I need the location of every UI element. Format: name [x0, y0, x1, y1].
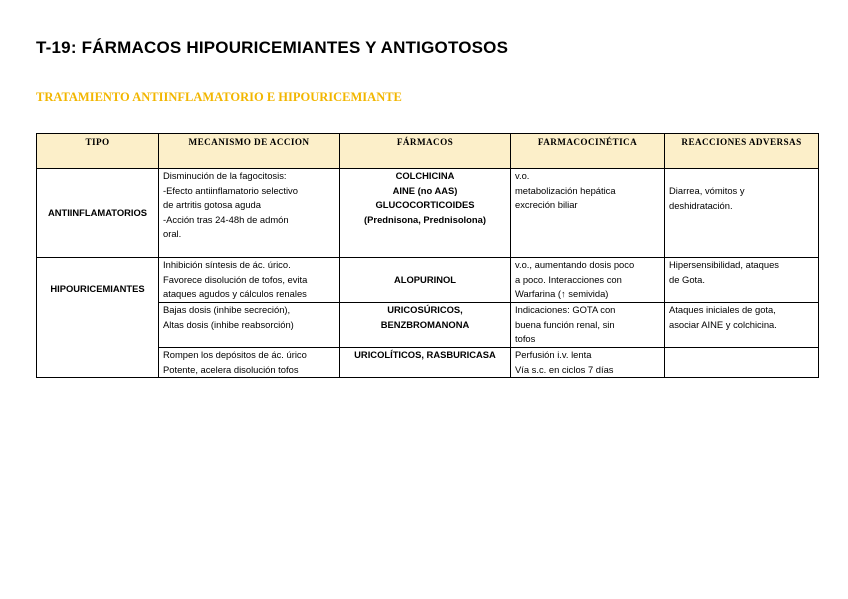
- text-line: deshidratación.: [669, 199, 733, 211]
- text-line: Potente, acelera disolución tofos: [163, 363, 299, 375]
- header-farmacos: FÁRMACOS: [340, 134, 511, 169]
- text-line: tofos: [515, 333, 536, 345]
- text-line: de Gota.: [669, 273, 705, 285]
- text-line: Hipersensibilidad, ataques: [669, 259, 779, 270]
- drugs-cell: [340, 348, 511, 378]
- pharmacokinetics-cell: [511, 258, 665, 303]
- text-line: Disminución de la fagocitosis:: [163, 170, 287, 181]
- mechanism-cell: [159, 169, 340, 258]
- adverse-reactions-cell: [665, 258, 819, 303]
- text-line: Bajas dosis (inhibe secreción),: [163, 304, 291, 315]
- mechanism-cell: [159, 348, 340, 378]
- text-line: Inhibición síntesis de ác. úrico.: [163, 259, 291, 270]
- type-cell: ANTIINFLAMATORIOS: [37, 169, 159, 258]
- text-line: metabolización hepática: [515, 184, 616, 196]
- header-reacciones: REACCIONES ADVERSAS: [665, 134, 819, 169]
- drug-name: URICOSÚRICOS,: [387, 304, 463, 315]
- text-line: Vía s.c. en ciclos 7 días: [515, 363, 614, 375]
- text-line: Rompen los depósitos de ác. úrico: [163, 349, 307, 360]
- text-line: Perfusión i.v. lenta: [515, 349, 592, 360]
- drugs-cell: [340, 258, 511, 303]
- text-line: Ataques iniciales de gota,: [669, 304, 776, 315]
- header-mecanismo: MECANISMO DE ACCION: [159, 134, 340, 169]
- table-row: [37, 169, 819, 258]
- text-line: Diarrea, vómitos y: [669, 185, 745, 196]
- drug-name: URICOLÍTICOS, RASBURICASA: [354, 349, 496, 360]
- text-line: Favorece disolución de tofos, evita: [163, 273, 308, 285]
- text-line: oral.: [163, 228, 182, 240]
- header-farmacocinetica: FARMACOCINÉTICA: [511, 134, 665, 169]
- text-line: -Acción tras 24-48h de admón: [163, 213, 289, 225]
- drug-name: AINE (no AAS): [392, 184, 458, 196]
- pharmacokinetics-cell: [511, 303, 665, 348]
- mechanism-cell: [159, 303, 340, 348]
- pharmacokinetics-cell: [511, 169, 665, 258]
- pharmacokinetics-cell: [511, 348, 665, 378]
- text-line: v.o., aumentando dosis poco: [515, 259, 635, 270]
- drug-table: [36, 133, 819, 378]
- drugs-cell: [340, 303, 511, 348]
- mechanism-cell: [159, 258, 340, 303]
- text-line: excreción biliar: [515, 199, 578, 211]
- document-title: T-19: FÁRMACOS HIPOURICEMIANTES Y ANTIGOTOSOS: [36, 38, 509, 57]
- text-line: -Efecto antiinflamatorio selectivo: [163, 184, 298, 196]
- adverse-reactions-cell: [665, 169, 819, 258]
- type-cell: HIPOURICEMIANTES: [37, 258, 159, 378]
- drug-name: GLUCOCORTICOIDES: [375, 199, 475, 211]
- section-title: TRATAMIENTO ANTIINFLAMATORIO E HIPOURICEMIANTE: [36, 90, 402, 104]
- text-line: de artritis gotosa aguda: [163, 199, 261, 211]
- table-header: [37, 134, 819, 169]
- drug-name: COLCHICINA: [395, 170, 455, 181]
- text-line: Altas dosis (inhibe reabsorción): [163, 318, 294, 330]
- drug-name: BENZBROMANONA: [380, 318, 470, 330]
- header-tipo: TIPO: [37, 134, 159, 169]
- text-line: buena función renal, sin: [515, 318, 615, 330]
- text-line: v.o.: [515, 170, 530, 181]
- table-row: [37, 258, 819, 303]
- adverse-reactions-cell: [665, 348, 819, 378]
- text-line: Indicaciones: GOTA con: [515, 304, 616, 315]
- text-line: ataques agudos y cálculos renales: [163, 288, 307, 300]
- adverse-reactions-cell: [665, 303, 819, 348]
- text-line: a poco. Interacciones con: [515, 273, 622, 285]
- drug-name: ALOPURINOL: [394, 273, 456, 285]
- text-line: Warfarina (↑ semivida): [515, 288, 609, 300]
- drugs-cell: [340, 169, 511, 258]
- drug-name: (Prednisona, Prednisolona): [364, 213, 486, 225]
- text-line: asociar AINE y colchicina.: [669, 318, 777, 330]
